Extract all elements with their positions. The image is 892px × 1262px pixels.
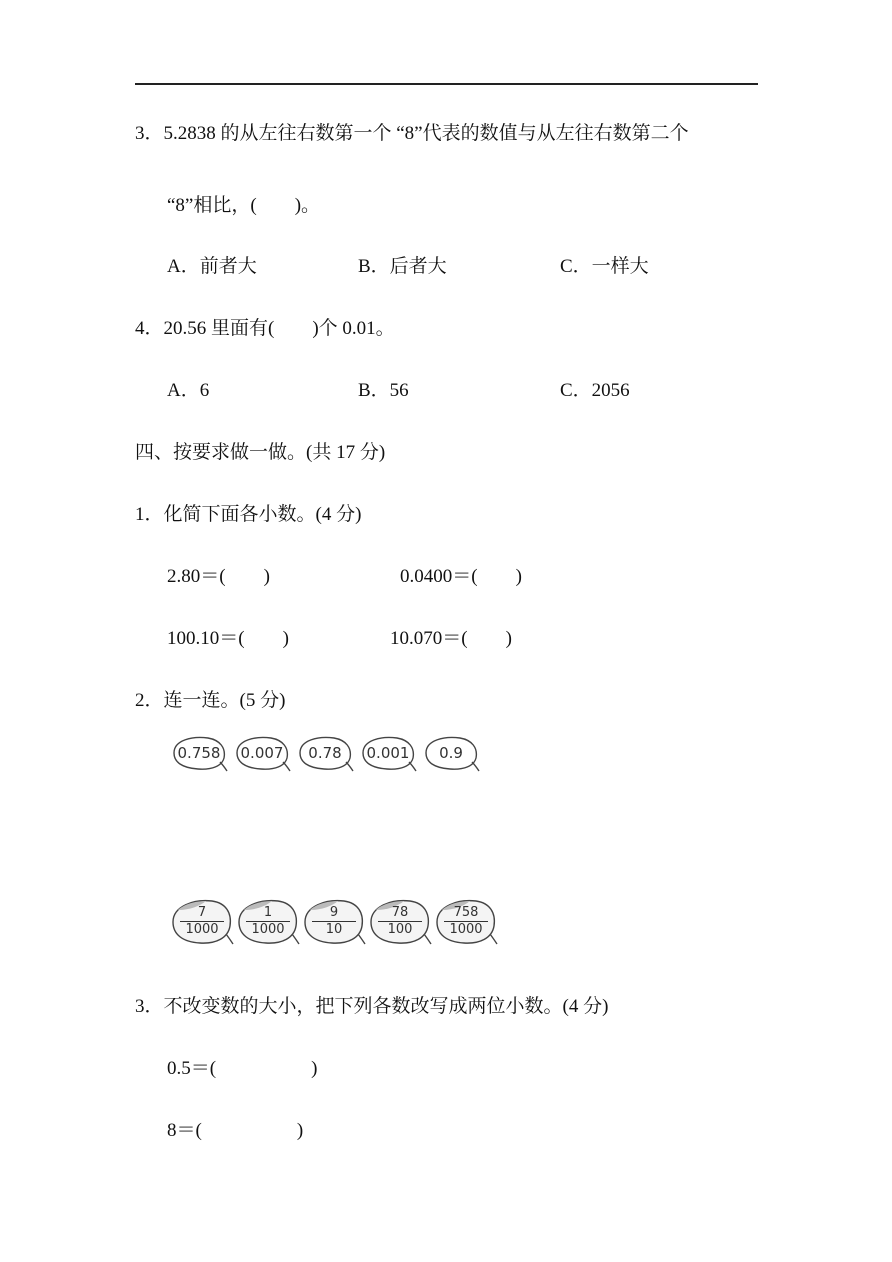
fraction-numerator: 78 [391,904,409,920]
section-4-title: 四、按要求做一做。(共 17 分) [135,442,386,463]
rewrite-item-2: 8＝( ) [167,1120,304,1141]
leaf-fraction-2[interactable] [236,896,300,946]
fraction-denominator: 100 [387,921,413,937]
question-3-option-c[interactable]: C．一样大 [560,256,649,277]
top-leaf-row [170,734,490,780]
leaf-decimal-label: 0.9 [439,744,463,762]
question-4-option-b[interactable]: B．56 [358,380,409,401]
fraction-label [368,896,432,946]
leaf-fraction-4[interactable] [368,896,432,946]
bottom-leaf-row [170,896,510,942]
rewrite-item-1: 0.5＝( ) [167,1058,318,1079]
fraction-denominator: 1000 [449,921,483,937]
leaf-decimal-4[interactable] [359,734,417,772]
fraction-label [236,896,300,946]
leaf-decimal-1[interactable] [170,734,228,772]
part-3-title: 3．不改变数的大小，把下列各数改写成两位小数。(4 分) [135,996,609,1017]
simplify-item-3: 100.10＝( ) [167,628,289,649]
header-rule [135,83,758,85]
leaf-decimal-label: 0.758 [177,744,221,762]
question-3-option-b[interactable]: B．后者大 [358,256,447,277]
part-1-title: 1．化简下面各小数。(4 分) [135,504,362,525]
leaf-decimal-label: 0.001 [366,744,410,762]
fraction-denominator: 10 [325,921,343,937]
simplify-item-4: 10.070＝( ) [390,628,512,649]
leaf-decimal-2[interactable] [233,734,291,772]
question-4-option-c[interactable]: C．2056 [560,380,630,401]
question-4-option-a[interactable]: A．6 [167,380,210,401]
leaf-decimal-3[interactable] [296,734,354,772]
fraction-label [434,896,498,946]
simplify-item-2: 0.0400＝( ) [400,566,522,587]
fraction-numerator: 1 [263,904,273,920]
simplify-item-1: 2.80＝( ) [167,566,270,587]
leaf-fraction-5[interactable] [434,896,498,946]
fraction-denominator: 1000 [185,921,219,937]
fraction-numerator: 9 [329,904,339,920]
fraction-label [170,896,234,946]
question-3-option-a[interactable]: A．前者大 [167,256,257,277]
question-3-line-1: 3．5.2838 的从左往右数第一个 “8”代表的数值与从左往右数第二个 [135,123,689,144]
question-4-line-1: 4．20.56 里面有( )个 0.01。 [135,318,395,339]
leaf-decimal-label: 0.78 [308,744,342,762]
fraction-label [302,896,366,946]
leaf-fraction-1[interactable] [170,896,234,946]
leaf-decimal-label: 0.007 [240,744,284,762]
part-2-title: 2．连一连。(5 分) [135,690,286,711]
fraction-numerator: 7 [197,904,207,920]
fraction-numerator: 758 [453,904,479,920]
leaf-fraction-3[interactable] [302,896,366,946]
leaf-decimal-5[interactable] [422,734,480,772]
fraction-denominator: 1000 [251,921,285,937]
question-3-line-2: “8”相比，( )。 [167,195,321,216]
